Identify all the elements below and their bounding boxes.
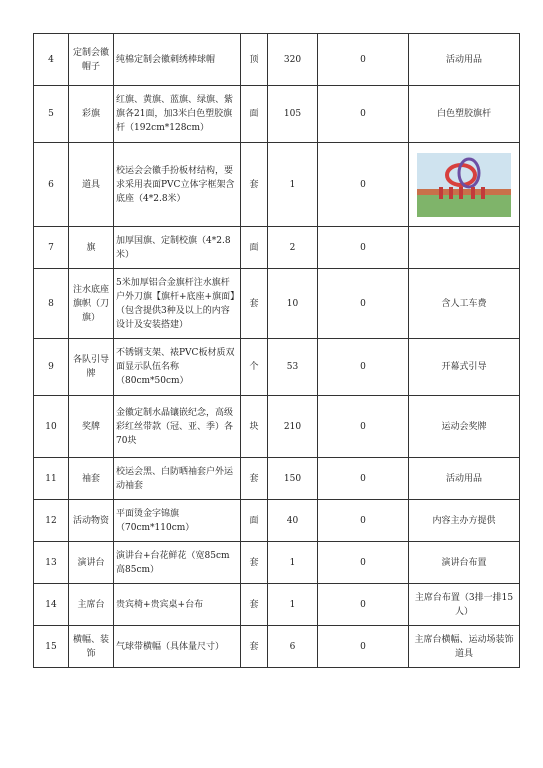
item-price: 0 [318,227,409,269]
item-name: 主席台 [69,584,114,626]
row-number: 11 [34,458,69,500]
item-name: 旗 [69,227,114,269]
item-price: 0 [318,143,409,227]
row-number: 4 [34,34,69,86]
item-quantity: 1 [268,143,318,227]
item-unit: 块 [241,396,268,458]
table-row [34,339,520,396]
row-number: 10 [34,396,69,458]
item-remark: 主席台横幅、运动场装饰道具 [409,626,520,668]
item-description: 金徽定制水晶镶嵌纪念，高级彩红丝带款（冠、亚、季）各70块 [114,396,241,458]
item-price: 0 [318,339,409,396]
item-name: 袖套 [69,458,114,500]
item-quantity: 6 [268,626,318,668]
item-remark: 内容主办方提供 [409,500,520,542]
table-row [34,458,520,500]
item-price: 0 [318,626,409,668]
table-row [34,34,520,86]
item-name: 定制会徽帽子 [69,34,114,86]
item-description: 贵宾椅+贵宾桌+台布 [114,584,241,626]
item-remark: 白色塑胶旗杆 [409,86,520,143]
table-row [34,542,520,584]
item-price: 0 [318,396,409,458]
item-remark: 活动用品 [409,34,520,86]
item-remark: 开幕式引导 [409,339,520,396]
item-remark: 运动会奖牌 [409,396,520,458]
item-unit: 套 [241,542,268,584]
item-unit: 套 [241,143,268,227]
item-description: 不锈钢支架、裱PVC板材质双面显示队伍名称（80cm*50cm） [114,339,241,396]
item-price: 0 [318,542,409,584]
item-price: 0 [318,500,409,542]
item-remark: 含人工车费 [409,269,520,339]
item-name: 道具 [69,143,114,227]
item-description: 平面烫金字锦旗（70cm*110cm） [114,500,241,542]
item-price: 0 [318,584,409,626]
item-name: 活动物资 [69,500,114,542]
item-unit: 个 [241,339,268,396]
item-name: 演讲台 [69,542,114,584]
item-quantity: 2 [268,227,318,269]
row-number: 12 [34,500,69,542]
item-price: 0 [318,86,409,143]
item-name: 各队引导牌 [69,339,114,396]
item-unit: 面 [241,227,268,269]
procurement-table [33,33,520,668]
item-quantity: 10 [268,269,318,339]
item-name: 奖牌 [69,396,114,458]
item-quantity: 1 [268,584,318,626]
item-unit: 套 [241,626,268,668]
item-unit: 套 [241,269,268,339]
item-description: 气球带横幅（具体量尺寸） [114,626,241,668]
item-description: 纯棉定制会徽刺绣棒球帽 [114,34,241,86]
item-description: 校运会黑、白防晒袖套户外运动袖套 [114,458,241,500]
item-description: 红旗、黄旗、蓝旗、绿旗、紫旗各21面，加3米白色塑胶旗杆（192cm*128cm） [114,86,241,143]
item-quantity: 150 [268,458,318,500]
item-quantity: 53 [268,339,318,396]
item-price: 0 [318,34,409,86]
item-unit: 面 [241,500,268,542]
item-description: 演讲台+台花鲜花（宽85cm 高85cm） [114,542,241,584]
row-number: 5 [34,86,69,143]
item-remark [409,227,520,269]
mascot-prop-photo [417,153,511,217]
table-row [34,626,520,668]
item-unit: 套 [241,458,268,500]
item-description: 5米加厚铝合金旗杆注水旗杆户外刀旗【旗杆+底座+旗面】（包含提供3种及以上的内容设计及安装搭建） [114,269,241,339]
table-row [34,143,520,227]
table-row [34,500,520,542]
item-name: 横幅、装饰 [69,626,114,668]
item-name: 彩旗 [69,86,114,143]
table-row [34,227,520,269]
row-number: 8 [34,269,69,339]
item-name: 注水底座旗帜（刀旗） [69,269,114,339]
item-remark: 活动用品 [409,458,520,500]
item-remark: 演讲台布置 [409,542,520,584]
item-quantity: 105 [268,86,318,143]
row-number: 7 [34,227,69,269]
row-number: 9 [34,339,69,396]
item-quantity: 320 [268,34,318,86]
item-unit: 套 [241,584,268,626]
row-number: 13 [34,542,69,584]
item-description: 加厚国旗、定制校旗（4*2.8米） [114,227,241,269]
row-number: 15 [34,626,69,668]
item-remark-photo [409,143,520,227]
row-number: 6 [34,143,69,227]
item-price: 0 [318,269,409,339]
item-unit: 面 [241,86,268,143]
table-row [34,584,520,626]
item-quantity: 1 [268,542,318,584]
table-row [34,269,520,339]
row-number: 14 [34,584,69,626]
item-unit: 顶 [241,34,268,86]
item-description: 校运会会徽手扮板材结构，要求采用表面PVC立体字框架含底座（4*2.8米） [114,143,241,227]
item-quantity: 40 [268,500,318,542]
item-quantity: 210 [268,396,318,458]
item-remark: 主席台布置（3排一排15人） [409,584,520,626]
table-row [34,396,520,458]
table-row [34,86,520,143]
item-price: 0 [318,458,409,500]
